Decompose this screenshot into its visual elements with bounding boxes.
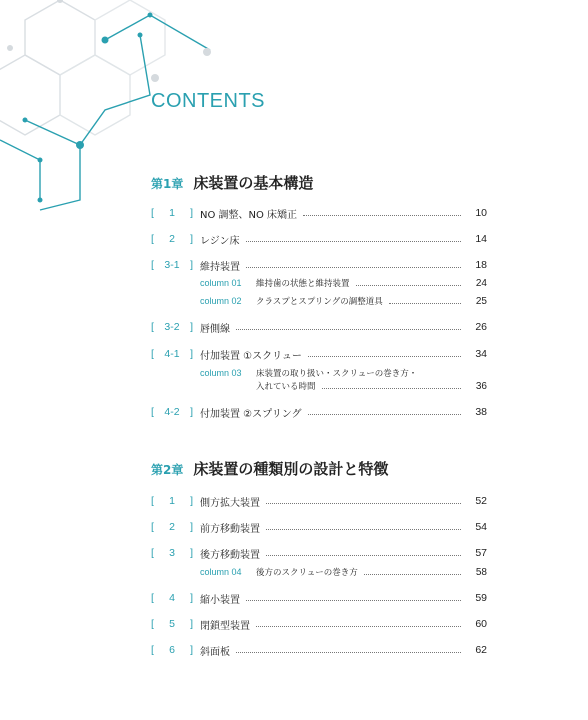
section-label: [ 4-2 ] bbox=[151, 406, 193, 418]
page-number: 38 bbox=[475, 406, 487, 418]
chapter-1-heading bbox=[151, 172, 313, 194]
section-label: [ 4-1 ] bbox=[151, 348, 193, 360]
entry-title: 後方移動装置 bbox=[200, 549, 260, 561]
column-label: column 03 bbox=[200, 368, 242, 378]
chapter-number: 第1章 bbox=[151, 177, 184, 191]
toc-entry[interactable] bbox=[151, 546, 487, 560]
entry-title: NO 調整、NO 床矯正 bbox=[200, 209, 298, 221]
entry-title: 斜面板 bbox=[200, 646, 230, 658]
chapter-2-heading bbox=[151, 458, 388, 480]
page-number: 24 bbox=[475, 277, 487, 289]
toc-entry[interactable] bbox=[151, 232, 487, 246]
section-label: [ 2 ] bbox=[151, 521, 193, 533]
section-label: [ 6 ] bbox=[151, 644, 193, 656]
toc-column-entry-line1[interactable] bbox=[200, 367, 487, 379]
toc-entry[interactable] bbox=[151, 258, 487, 272]
page-number: 62 bbox=[475, 644, 487, 656]
page-number: 59 bbox=[475, 592, 487, 604]
dot-leader bbox=[308, 414, 461, 415]
toc-entry[interactable] bbox=[151, 591, 487, 605]
chapter-number: 第2章 bbox=[151, 463, 184, 477]
dot-leader bbox=[236, 652, 461, 653]
hexagon-decoration bbox=[0, 0, 260, 230]
dot-leader bbox=[266, 529, 461, 530]
toc-entry[interactable] bbox=[151, 320, 487, 334]
contents-title: CONTENTS bbox=[151, 90, 265, 112]
toc-column-entry[interactable] bbox=[200, 566, 487, 578]
page-number: 36 bbox=[475, 380, 487, 392]
dot-leader bbox=[389, 303, 461, 304]
dot-leader bbox=[246, 267, 461, 268]
entry-title: 維持装置 bbox=[200, 261, 240, 273]
page-number: 14 bbox=[475, 233, 487, 245]
entry-title: クラスプとスプリングの調整道具 bbox=[256, 297, 383, 307]
dot-leader bbox=[266, 503, 461, 504]
column-label: column 04 bbox=[200, 567, 242, 577]
page-number: 26 bbox=[475, 321, 487, 333]
toc-entry[interactable] bbox=[151, 206, 487, 220]
dot-leader bbox=[266, 555, 461, 556]
toc-column-entry-line2[interactable] bbox=[200, 380, 487, 392]
page-number: 60 bbox=[475, 618, 487, 630]
page-number: 58 bbox=[475, 566, 487, 578]
entry-title: 付加装置 ②スプリング bbox=[200, 408, 302, 420]
section-label: [ 2 ] bbox=[151, 233, 193, 245]
section-label: [ 3-2 ] bbox=[151, 321, 193, 333]
toc-entry[interactable] bbox=[151, 520, 487, 534]
page-number: 57 bbox=[475, 547, 487, 559]
section-label: [ 3-1 ] bbox=[151, 259, 193, 271]
entry-title: 縮小装置 bbox=[200, 594, 240, 606]
chapter-title: 床装置の種類別の設計と特徴 bbox=[193, 460, 389, 478]
dot-leader bbox=[256, 626, 461, 627]
toc-entry[interactable] bbox=[151, 494, 487, 508]
dot-leader bbox=[322, 388, 461, 389]
section-label: [ 1 ] bbox=[151, 495, 193, 507]
toc-entry[interactable] bbox=[151, 643, 487, 657]
entry-title: 唇側線 bbox=[200, 323, 230, 335]
dot-leader bbox=[246, 600, 461, 601]
section-label: [ 1 ] bbox=[151, 207, 193, 219]
dot-leader bbox=[246, 241, 462, 242]
toc-entry[interactable] bbox=[151, 617, 487, 631]
toc-column-entry[interactable] bbox=[200, 277, 487, 289]
entry-title: 維持歯の状態と維持装置 bbox=[256, 279, 350, 289]
column-label: column 02 bbox=[200, 296, 242, 306]
entry-title-continued: 入れている時間 bbox=[256, 382, 316, 392]
toc-column-entry[interactable] bbox=[200, 295, 487, 307]
chapter-title: 床装置の基本構造 bbox=[193, 174, 314, 192]
entry-title: 閉鎖型装置 bbox=[200, 620, 250, 632]
dot-leader bbox=[364, 574, 461, 575]
page-number: 54 bbox=[475, 521, 487, 533]
page-number: 25 bbox=[475, 295, 487, 307]
column-label: column 01 bbox=[200, 278, 242, 288]
page-number: 18 bbox=[475, 259, 487, 271]
dot-leader bbox=[303, 215, 461, 216]
dot-leader bbox=[356, 285, 461, 286]
page-number: 10 bbox=[475, 207, 487, 219]
entry-title: 後方のスクリューの巻き方 bbox=[256, 568, 358, 578]
entry-title: 付加装置 ①スクリュー bbox=[200, 350, 302, 362]
section-label: [ 5 ] bbox=[151, 618, 193, 630]
section-label: [ 3 ] bbox=[151, 547, 193, 559]
toc-entry[interactable] bbox=[151, 347, 487, 361]
toc-entry[interactable] bbox=[151, 405, 487, 419]
page-number: 52 bbox=[475, 495, 487, 507]
dot-leader bbox=[236, 329, 461, 330]
page-number: 34 bbox=[475, 348, 487, 360]
entry-title: 前方移動装置 bbox=[200, 523, 260, 535]
entry-title: 床装置の取り扱い・スクリューの巻き方・ bbox=[256, 369, 418, 379]
entry-title: レジン床 bbox=[200, 235, 240, 247]
section-label: [ 4 ] bbox=[151, 592, 193, 604]
entry-title: 側方拡大装置 bbox=[200, 497, 260, 509]
dot-leader bbox=[308, 356, 461, 357]
